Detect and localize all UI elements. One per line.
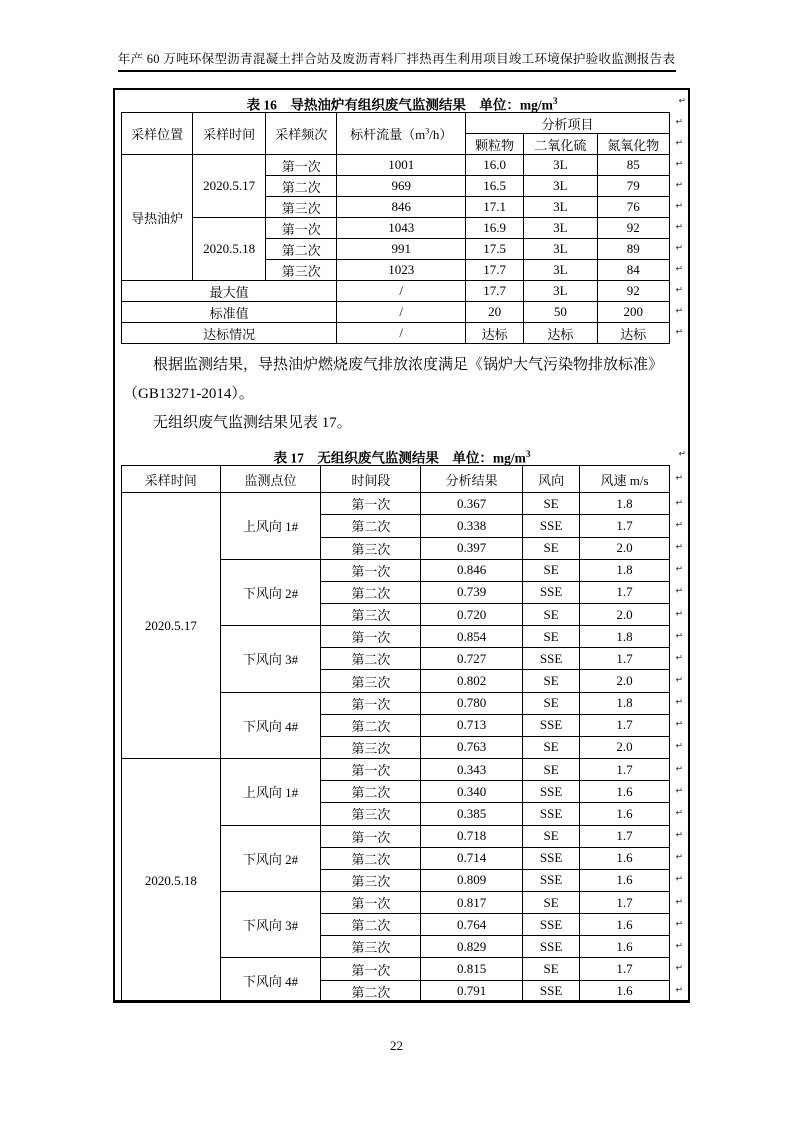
table-cell: SE <box>523 892 580 914</box>
return-mark-icon: ↵ <box>675 542 683 553</box>
table-cell: SE <box>523 825 580 847</box>
column-header-cell: 风向 <box>523 466 580 493</box>
column-header-cell: 分析项目 ↵ <box>466 113 670 134</box>
table-cell: 85 ↵ <box>597 155 669 176</box>
table-cell: 第二次 <box>321 847 421 869</box>
table16-title-text: 表 16 导热油炉有组织废气监测结果 单位：mg/m <box>246 97 553 113</box>
table-cell: 0.340 <box>421 781 523 803</box>
column-header-cell: 氮氧化物 ↵ <box>597 134 669 155</box>
return-mark-icon: ↵ <box>675 786 683 797</box>
table-cell: SE <box>523 692 580 714</box>
table-cell: 达标 <box>524 323 597 344</box>
return-mark-icon: ↵ <box>675 285 683 296</box>
return-mark-icon: ↵ <box>678 96 686 106</box>
table-cell: 下风向 3# <box>220 626 321 692</box>
table-cell: 0.713 <box>421 714 523 736</box>
return-mark-icon: ↵ <box>675 852 683 863</box>
table-row <box>122 323 670 344</box>
table-cell: 0.854 <box>421 626 523 648</box>
table-cell: 0.367 <box>421 493 523 515</box>
table-row <box>122 302 670 323</box>
table-cell: SSE <box>523 515 580 537</box>
return-mark-icon: ↵ <box>675 564 683 575</box>
return-mark-icon: ↵ <box>675 180 683 191</box>
table-cell: 0.780 <box>421 692 523 714</box>
return-mark-icon: ↵ <box>675 985 683 996</box>
table-cell: SSE <box>523 581 580 603</box>
return-mark-icon: ↵ <box>675 138 683 149</box>
table17-title-text: 表 17 无组织废气监测结果 单位：mg/m <box>273 450 526 466</box>
table-cell: 第三次 <box>321 936 421 958</box>
paragraph-line: （GB13271-2014）。 <box>123 386 254 402</box>
table-cell: 下风向 2# <box>220 825 321 891</box>
return-mark-icon: ↵ <box>675 675 683 686</box>
table-cell: 1.6 ↵ <box>580 781 670 803</box>
table-cell: 0.720 <box>421 603 523 625</box>
table-cell: 第二次 <box>321 781 421 803</box>
column-header-cell: 采样时间 <box>193 113 266 155</box>
column-header-cell: 采样频次 <box>266 113 337 155</box>
table-cell: SE <box>523 493 580 515</box>
table-cell: 第一次 <box>266 155 337 176</box>
table-cell: 16.9 <box>466 218 524 239</box>
return-mark-icon: ↵ <box>675 498 683 509</box>
return-mark-icon: ↵ <box>675 808 683 819</box>
table-row <box>122 281 670 302</box>
table-cell: SSE <box>523 648 580 670</box>
table-cell: 1.8 ↵ <box>580 559 670 581</box>
table-cell: 第一次 <box>321 759 421 781</box>
return-mark-icon: ↵ <box>675 719 683 730</box>
table-cell: SE <box>523 559 580 581</box>
table-cell: SSE <box>523 803 580 825</box>
return-mark-icon: ↵ <box>675 830 683 841</box>
return-mark-icon: ↵ <box>675 473 683 484</box>
return-mark-icon: ↵ <box>675 941 683 952</box>
table-cell: 第三次 <box>266 197 337 218</box>
table-cell: SE <box>523 626 580 648</box>
content-frame <box>113 88 690 1003</box>
table-row <box>122 759 670 781</box>
table-cell: 1001 <box>337 155 466 176</box>
table-cell: 92 ↵ <box>597 218 669 239</box>
table-cell: 16.0 <box>466 155 524 176</box>
table16-organized-emissions <box>121 112 683 344</box>
document-header-title: 年产 60 万吨环保型沥青混凝土拌合站及废沥青料厂拌热再生利用项目竣工环境保护验收监测报告表 <box>117 52 676 66</box>
table-cell: 2020.5.17 <box>193 155 266 218</box>
column-header-cell: 监测点位 <box>220 466 321 493</box>
table-cell: 0.829 <box>421 936 523 958</box>
return-mark-icon: ↵ <box>675 264 683 275</box>
table-cell: 1.7 ↵ <box>580 759 670 781</box>
table-cell: 0.714 <box>421 847 523 869</box>
table-cell: 2.0 ↵ <box>580 537 670 559</box>
table-cell: 0.739 <box>421 581 523 603</box>
table-cell: SE <box>523 603 580 625</box>
table-cell: 0.727 <box>421 648 523 670</box>
table-cell: SSE <box>523 714 580 736</box>
table-cell: 下风向 4# <box>220 692 321 758</box>
table-cell: 0.385 <box>421 803 523 825</box>
table-cell: 1.8 ↵ <box>580 692 670 714</box>
table-cell: 第三次 <box>321 537 421 559</box>
table-cell: 50 <box>524 302 597 323</box>
table-cell: 3L <box>524 155 597 176</box>
return-mark-icon: ↵ <box>675 874 683 885</box>
table-cell: 3L <box>524 281 597 302</box>
table-cell: 84 ↵ <box>597 260 669 281</box>
table-cell: 下风向 2# <box>220 559 321 625</box>
table17-unit-superscript: 3 <box>525 449 531 459</box>
table-cell: 17.5 <box>466 239 524 260</box>
table-cell: 3L <box>524 218 597 239</box>
paragraph-line: 根据监测结果，导热油炉燃烧废气排放浓度满足《锅炉大气污染物排放标准》 <box>153 357 664 373</box>
table-cell: 1.6 ↵ <box>580 914 670 936</box>
table-cell: 下风向 3# <box>220 892 321 958</box>
table-cell: 1.6 ↵ <box>580 936 670 958</box>
table-row <box>122 493 670 515</box>
table-cell: SE <box>523 537 580 559</box>
table-cell: 92 ↵ <box>597 281 669 302</box>
table-cell: 第三次 <box>321 603 421 625</box>
return-mark-icon: ↵ <box>675 653 683 664</box>
table-cell: / <box>337 281 466 302</box>
return-mark-icon: ↵ <box>675 327 683 338</box>
table-cell: 第一次 <box>321 825 421 847</box>
return-mark-icon: ↵ <box>675 897 683 908</box>
table-cell: 1.7 ↵ <box>580 515 670 537</box>
table-cell: 200 ↵ <box>597 302 669 323</box>
table-cell: 达标 <box>466 323 524 344</box>
return-mark-icon: ↵ <box>678 449 686 459</box>
table-cell: 第二次 <box>266 239 337 260</box>
table-cell: SE <box>523 736 580 758</box>
table-cell: 第二次 <box>321 914 421 936</box>
table-cell: SSE <box>523 980 580 1002</box>
table-cell: 1.7 ↵ <box>580 825 670 847</box>
table-cell: 1.7 ↵ <box>580 714 670 736</box>
table-cell: 0.397 <box>421 537 523 559</box>
table-cell: 2.0 ↵ <box>580 603 670 625</box>
table-cell: 第三次 <box>266 260 337 281</box>
header-divider <box>118 70 676 72</box>
table16-unit-superscript: 3 <box>552 96 558 106</box>
table-cell: 79 ↵ <box>597 176 669 197</box>
table-cell: 1.7 ↵ <box>580 648 670 670</box>
table-row <box>122 155 670 176</box>
table-cell: 第三次 <box>321 736 421 758</box>
table-cell: SSE <box>523 847 580 869</box>
table-row <box>122 466 670 493</box>
table-cell: SE <box>523 759 580 781</box>
return-mark-icon: ↵ <box>675 243 683 254</box>
table-cell: 1.6 ↵ <box>580 980 670 1002</box>
table-cell: 20 <box>466 302 524 323</box>
column-header-cell: 颗粒物 <box>466 134 524 155</box>
table-cell: 上风向 1# <box>220 759 321 825</box>
return-mark-icon: ↵ <box>675 222 683 233</box>
table-cell: 1.6 ↵ <box>580 803 670 825</box>
column-header-cell: 风速 m/s ↵ <box>580 466 670 493</box>
table-cell: 第一次 <box>321 626 421 648</box>
table-cell: 17.1 <box>466 197 524 218</box>
table-cell: 3L <box>524 176 597 197</box>
table-cell: 0.846 <box>421 559 523 581</box>
table-cell: 第一次 <box>321 692 421 714</box>
table-cell: 3L <box>524 239 597 260</box>
table-cell: 1.7 ↵ <box>580 958 670 980</box>
table-cell: 第二次 <box>321 581 421 603</box>
table-cell: 2.0 ↵ <box>580 736 670 758</box>
table-cell: 第一次 <box>321 559 421 581</box>
table-cell: 第二次 <box>321 714 421 736</box>
paragraph-line: 无组织废气监测结果见表 17。 <box>153 415 352 431</box>
table-cell: 89 ↵ <box>597 239 669 260</box>
return-mark-icon: ↵ <box>675 697 683 708</box>
table-cell: 2.0 ↵ <box>580 670 670 692</box>
table-cell: 2020.5.18 <box>193 218 266 281</box>
table-cell: 3L <box>524 260 597 281</box>
column-header-cell: 采样时间 <box>122 466 221 493</box>
table-cell: 1.6 ↵ <box>580 847 670 869</box>
table-row <box>122 113 670 134</box>
table-cell: SE <box>523 670 580 692</box>
table-cell: 1.7 ↵ <box>580 581 670 603</box>
table-cell: 第一次 <box>266 218 337 239</box>
table-cell: SSE <box>523 869 580 891</box>
return-mark-icon: ↵ <box>675 201 683 212</box>
table-cell: 导热油炉 <box>122 155 193 281</box>
table-cell: 最大值 <box>122 281 337 302</box>
table-cell: 0.763 <box>421 736 523 758</box>
table-cell: 991 <box>337 239 466 260</box>
table-cell: 1.8 ↵ <box>580 493 670 515</box>
table-cell: 17.7 <box>466 260 524 281</box>
table-cell: 76 ↵ <box>597 197 669 218</box>
return-mark-icon: ↵ <box>675 520 683 531</box>
table-cell: 2020.5.17 <box>122 493 221 759</box>
table17-fugitive-emissions <box>121 465 683 1003</box>
body-text-block <box>123 351 681 438</box>
column-header-cell: 分析结果 <box>421 466 523 493</box>
return-mark-icon: ↵ <box>675 963 683 974</box>
table-cell: 0.809 <box>421 869 523 891</box>
table-cell: 第一次 <box>321 493 421 515</box>
table-cell: 1023 <box>337 260 466 281</box>
table-cell: 16.5 <box>466 176 524 197</box>
table-cell: 上风向 1# <box>220 493 321 559</box>
table-cell: 0.791 <box>421 980 523 1002</box>
table-cell: 第三次 <box>321 670 421 692</box>
column-header-cell: 采样位置 <box>122 113 193 155</box>
return-mark-icon: ↵ <box>675 159 683 170</box>
return-mark-icon: ↵ <box>675 764 683 775</box>
table-cell: 969 <box>337 176 466 197</box>
return-mark-icon: ↵ <box>675 919 683 930</box>
table-cell: 0.802 <box>421 670 523 692</box>
column-header-cell: 时间段 <box>321 466 421 493</box>
table-cell: 第二次 <box>321 648 421 670</box>
table-cell: SSE <box>523 781 580 803</box>
table-cell: 1.8 ↵ <box>580 626 670 648</box>
table-cell: 2020.5.18 <box>122 759 221 1003</box>
return-mark-icon: ↵ <box>675 609 683 620</box>
table-cell: 第一次 <box>321 892 421 914</box>
table-cell: 0.764 <box>421 914 523 936</box>
return-mark-icon: ↵ <box>675 117 683 128</box>
table17-title <box>121 444 686 466</box>
table-cell: 第三次 <box>321 803 421 825</box>
return-mark-icon: ↵ <box>675 741 683 752</box>
table-cell: SE <box>523 958 580 980</box>
return-mark-icon: ↵ <box>675 631 683 642</box>
table-cell: 第三次 <box>321 869 421 891</box>
return-mark-icon: ↵ <box>675 306 683 317</box>
table-cell: 0.338 <box>421 515 523 537</box>
table-cell: 达标 ↵ <box>597 323 669 344</box>
table-cell: / <box>337 323 466 344</box>
table-cell: 0.817 <box>421 892 523 914</box>
table-cell: 17.7 <box>466 281 524 302</box>
table-cell: 第二次 <box>266 176 337 197</box>
table-cell: 3L <box>524 197 597 218</box>
table-cell: 1.6 ↵ <box>580 869 670 891</box>
return-mark-icon: ↵ <box>675 586 683 597</box>
table-row <box>122 218 670 239</box>
table-cell: 达标情况 <box>122 323 337 344</box>
table-cell: 第二次 <box>321 515 421 537</box>
table16-title <box>121 91 686 113</box>
table-cell: SSE <box>523 936 580 958</box>
table-cell: 第一次 <box>321 958 421 980</box>
table-cell: / <box>337 302 466 323</box>
table-cell: SSE <box>523 914 580 936</box>
table-cell: 0.718 <box>421 825 523 847</box>
table-cell: 0.815 <box>421 958 523 980</box>
column-header-cell: 标杆流量$(m^3/h)$ <box>337 113 466 155</box>
table-cell: 846 <box>337 197 466 218</box>
page-number: 22 <box>390 1038 403 1053</box>
table-cell: 0.343 <box>421 759 523 781</box>
table-cell: 1043 <box>337 218 466 239</box>
table-cell: 标准值 <box>122 302 337 323</box>
table-cell: 1.7 ↵ <box>580 892 670 914</box>
table-cell: 第二次 <box>321 980 421 1002</box>
column-header-cell: 二氧化硫 <box>524 134 597 155</box>
table-cell: 下风向 4# <box>220 958 321 1003</box>
